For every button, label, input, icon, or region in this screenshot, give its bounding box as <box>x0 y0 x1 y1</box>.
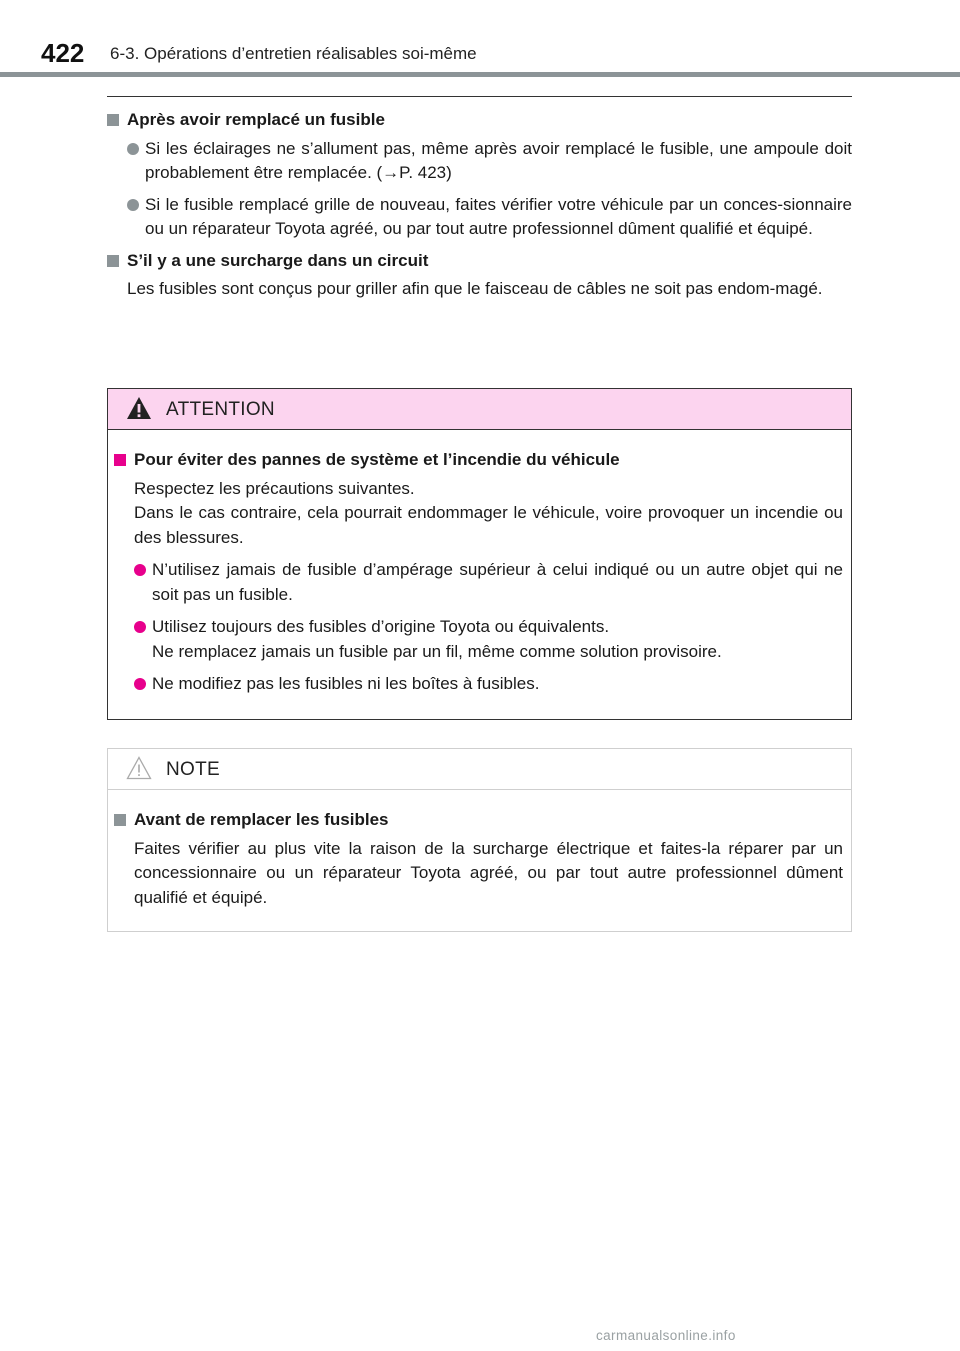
watermark: carmanualsonline.info <box>596 1328 736 1343</box>
list-item-text: Utilisez toujours des fusibles d’origine Toyota ou équivalents. <box>152 617 610 636</box>
list-item-text: Si les éclairages ne s’allument pas, même après avoir remplacé le fusible, une ampoule doit probablement être remplacée. (→P. 423) <box>145 138 852 182</box>
attention-intro-line: Dans le cas contraire, cela pourrait endommager le véhicule, voire provoquer un incendie ou des blessures. <box>134 503 843 547</box>
attention-header <box>108 389 851 430</box>
circle-bullet-icon <box>134 621 146 633</box>
attention-intro <box>114 477 843 551</box>
warning-icon <box>126 396 152 420</box>
list-item <box>114 615 843 664</box>
section-heading <box>107 249 852 274</box>
chapter-title: 6-3. Opérations d’entretien réalisables soi-même <box>110 44 477 63</box>
section-heading-text: S’il y a une surcharge dans un circuit <box>127 250 429 270</box>
circle-bullet-icon <box>127 143 139 155</box>
list-item-text: Si le fusible remplacé grille de nouveau, faites vérifier votre véhicule par un conces-sionnaire ou un réparateur Toyota agréé, ou par tout autre professionnel dûment qualifié et équipé. <box>145 194 852 238</box>
circle-bullet-icon <box>127 199 139 211</box>
note-body <box>108 790 851 910</box>
section-heading <box>107 108 852 133</box>
attention-title: ATTENTION <box>166 399 275 420</box>
note-header <box>108 749 851 790</box>
page-header <box>0 0 960 78</box>
list-item <box>107 137 852 186</box>
list-item <box>114 672 843 697</box>
square-bullet-icon <box>107 255 119 267</box>
list-item-text: Ne modifiez pas les fusibles ni les boîtes à fusibles. <box>152 674 540 693</box>
list-item <box>114 558 843 607</box>
attention-body <box>108 430 851 697</box>
note-heading-text: Avant de remplacer les fusibles <box>134 810 389 829</box>
section-paragraph: Les fusibles sont conçus pour griller afin que le faisceau de câbles ne soit pas endom-magé. <box>127 279 823 298</box>
note-heading <box>114 808 843 833</box>
square-bullet-icon <box>114 454 126 466</box>
list-item <box>107 193 852 242</box>
warning-outline-icon <box>126 756 152 780</box>
square-bullet-icon <box>107 114 119 126</box>
attention-intro-line: Respectez les précautions suivantes. <box>134 478 415 498</box>
list-item-text: Ne remplacez jamais un fusible par un fil, même comme solution provisoire. <box>152 641 722 661</box>
circle-bullet-icon <box>134 678 146 690</box>
list-item-text: N’utilisez jamais de fusible d’ampérage supérieur à celui indiqué ou un autre objet qui ne soit pas un fusible. <box>152 560 843 604</box>
note-box <box>107 748 852 932</box>
attention-box <box>107 388 852 720</box>
circle-bullet-icon <box>134 564 146 576</box>
attention-heading-text: Pour éviter des pannes de système et l’incendie du véhicule <box>134 450 620 469</box>
attention-heading <box>114 448 843 473</box>
note-title: NOTE <box>166 759 220 780</box>
section-divider <box>107 96 852 97</box>
page-number: 422 <box>41 38 85 68</box>
section-heading-text: Après avoir remplacé un fusible <box>127 110 385 129</box>
header-bar <box>0 72 960 77</box>
square-bullet-icon <box>114 814 126 826</box>
main-content <box>107 108 852 310</box>
note-paragraph: Faites vérifier au plus vite la raison de la surcharge électrique et faites-la réparer par un concessionnaire ou un réparateur Toyota agréé, ou par tout autre professionnel dûment qualifié et équipé. <box>134 838 843 907</box>
